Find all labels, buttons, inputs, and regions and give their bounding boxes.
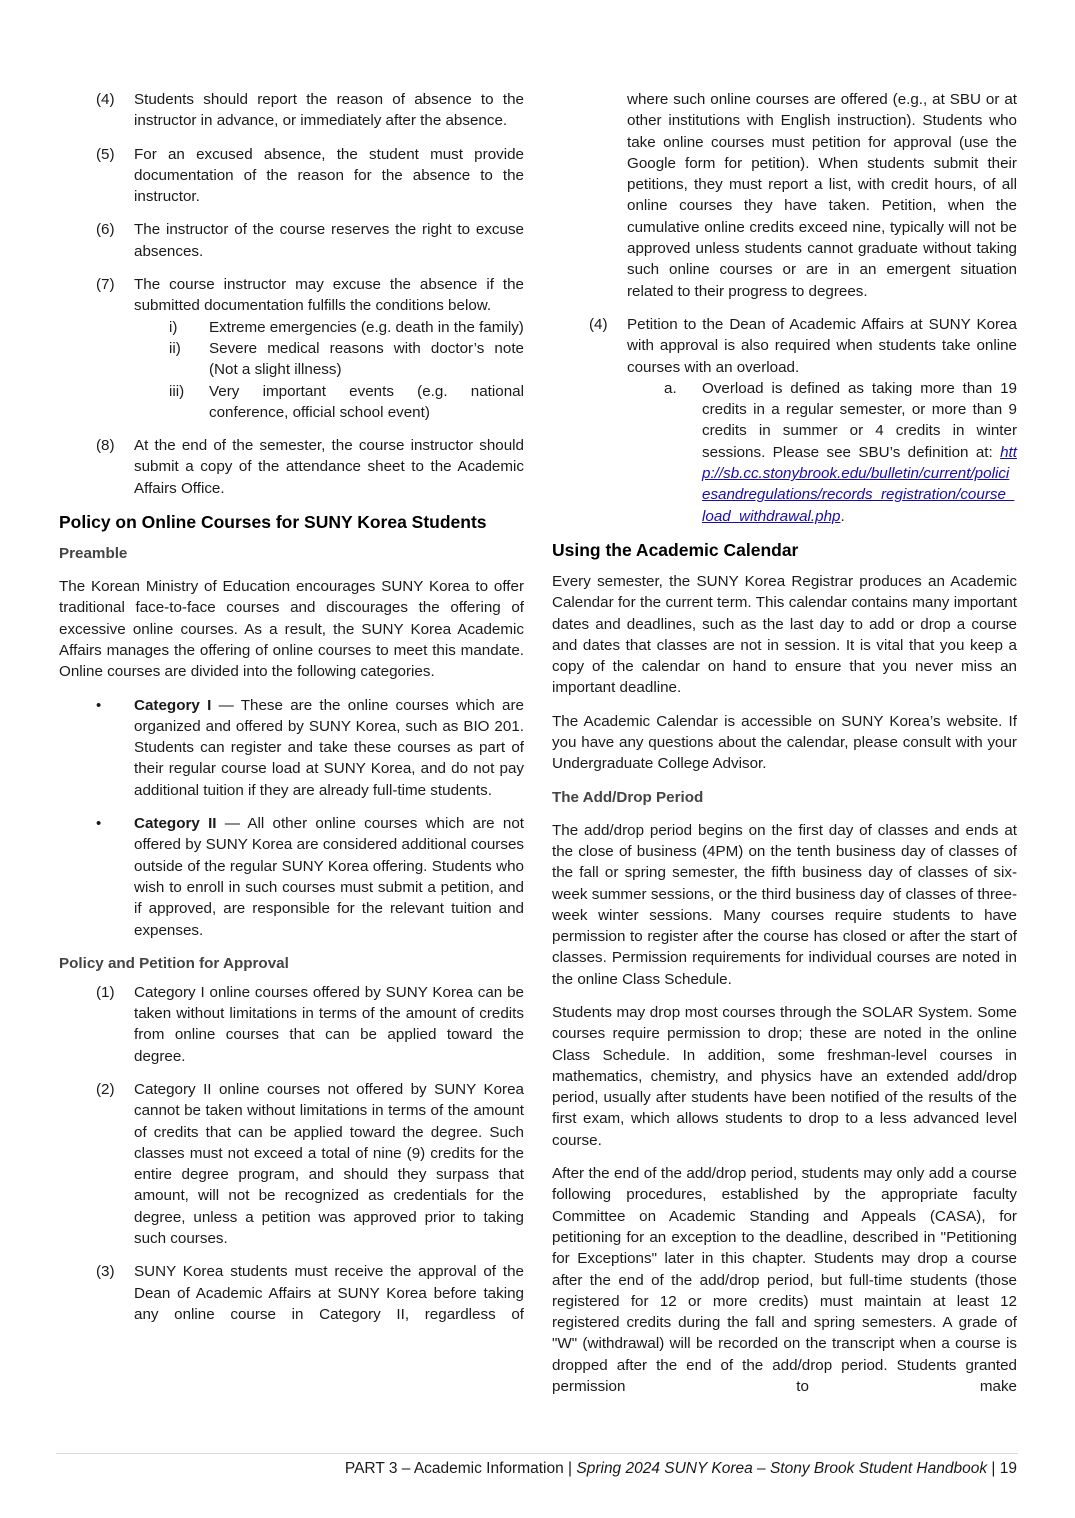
item-text: At the end of the semester, the course instructor should submit a copy of the attendance sheet to the Academic Affairs Office. [134,437,524,497]
item-text: The instructor of the course reserves the right to excuse absences. [134,221,524,260]
category-text [134,813,524,941]
condition-item [59,338,524,381]
item-text: Category II online courses not offered by SUNY Korea cannot be taken without limitations in terms of the amount of credits that can be applied toward the degree. Such classes must not exceed a total of nine (9) credits for the entire degree program, and should they surpass that amount, will not be recognized as credentials for the degree, unless a petition was approved prior to taking such courses. [134,1080,524,1248]
item-number: (3) [96,1263,115,1281]
petition-item-1 [59,982,524,1067]
attendance-item-4 [59,89,524,132]
footer-part: PART 3 – Academic Information [344,1460,564,1477]
item-text: Students should report the reason of absence to the instructor in advance, or immediately after the absence. [134,91,524,130]
item-letter: a. [664,379,677,397]
condition-text: Severe medical reasons with doctor’s note (Not a slight illness) [209,339,524,379]
condition-text: Very important events (e.g. national conference, official school event) [209,382,524,421]
adddrop-paragraph-2: Students may drop most courses through the SOLAR System. Some courses require permission to drop; these are noted in the online Class Schedule. In addition, some freshman-level courses in mathematics, chemistry, and physics have an extended add/drop period, usually after students have been notified of the results of the first exam, which allows students to drop to a less advanced level course. [552,1003,1017,1149]
item-text: For an excused absence, the student must provide documentation of the reason for the absence to the instructor. [134,145,524,206]
calendar-paragraph-2: The Academic Calendar is accessible on SUNY Korea’s website. If you have any questions about the calendar, please consult with your Undergraduate College Advisor. [552,712,1017,773]
bullet-icon: • [96,696,102,714]
petition-item-3 [59,1261,524,1325]
category-label: Category I [134,696,212,714]
condition-text: Extreme emergencies (e.g. death in the family) [209,318,524,336]
category-text [134,695,524,801]
item-number: (8) [96,437,115,455]
category-label: Category II [134,815,217,833]
item-text: Petition to the Dean of Academic Affairs at SUNY Korea with approval is also required when students take online courses with an overload. [627,315,1017,376]
item-number: (6) [96,221,115,239]
attendance-item-6 [59,219,524,262]
petition-heading: Policy and Petition for Approval [59,954,289,972]
right-column [552,89,1017,1409]
category-description: — All other online courses which are not offered by SUNY Korea are considered additional courses outside of the regular SUNY Korea offering. Students who wish to enroll in such courses must submit a petition, and if approved, are responsible for the relevant tuition and expenses. [134,815,524,939]
condition-number: ii) [169,339,181,357]
overload-description: Overload is defined as taking more than 19 credits in a regular semester, or more than 9 credits in summer or 4 credits in winter sessions. Please see SBU’s definition at: [702,379,1017,461]
petition-item-4 [552,314,1017,378]
preamble-paragraph: The Korean Ministry of Education encourages SUNY Korea to offer traditional face-to-face courses and discourages the offering of excessive online courses. As a result, the SUNY Korea Academic Affairs manages the offering of online courses to meet this mandate. Online courses are divided into the following categories. [59,578,524,681]
attendance-item-5 [59,144,524,208]
footer-divider [56,1453,1018,1454]
online-policy-heading: Policy on Online Courses for SUNY Korea Students [59,512,487,533]
condition-number: iii) [169,382,185,400]
overload-text [702,378,1017,527]
footer-separator: | [563,1460,577,1477]
calendar-heading: Using the Academic Calendar [552,539,799,560]
category-2-item [59,813,524,941]
adddrop-paragraph-3: After the end of the add/drop period, students may only add a course following procedures, established by the appropriate faculty Committee on Academic Standing and Appeals (CASA), for petitioning for an exception to the deadline, described in "Petitioning for Exceptions" later in this chapter. Students may drop a course after the end of the add/drop period, but full-time students (those registered for 12 or more credits) must maintain at least 12 registered credits during the fall and spring semesters. A grade of "W" (withdrawal) will be recorded on the transcript when a course is dropped after the end of the add/drop period. Students granted permission to make [552,1165,1017,1396]
condition-item [59,381,524,424]
page-footer [345,1460,1017,1478]
calendar-paragraph-1: Every semester, the SUNY Korea Registrar produces an Academic Calendar for the current term. This calendar contains many important dates and deadlines, such as the last day to add or drop a course and dates that classes are not in session. It is vital that you keep a copy of the calendar on hand to ensure that you never miss an important deadline. [552,572,1017,697]
item-text: The course instructor may excuse the absence if the submitted documentation fulfills the conditions below. [134,276,524,315]
item-number: (2) [96,1080,115,1098]
left-column [59,89,524,1337]
attendance-item-8 [59,435,524,499]
category-1-item [59,695,524,801]
bullet-icon: • [96,815,102,833]
petition-item-3-continuation: where such online courses are offered (e.g., at SBU or at other institutions with English instruction). Students who take online courses must petition for approval (use the Google form for petition). When students submit their petitions, they must report a list, with credit hours, of all online courses they have taken. Petition, when the cumulative online credits exceed nine, typically will not be approved unless students cannot graduate without taking such online courses or are in an emergent situation related to their progress to degrees. [627,91,1017,300]
preamble-heading: Preamble [59,545,128,563]
condition-item [59,317,524,338]
sbu-course-load-link[interactable]: http://sb.cc.stonybrook.edu/bulletin/current/policiesandregulations/records_registration/course_load_withdrawal.php [702,443,1017,525]
adddrop-heading: The Add/Drop Period [552,788,704,806]
link-period: . [840,507,845,525]
footer-separator: | [987,1460,1000,1477]
item-number: (1) [96,983,115,1001]
item-number: (5) [96,145,115,163]
attendance-item-7 [59,274,524,317]
item-text: SUNY Korea students must receive the approval of the Dean of Academic Affairs at SUNY Korea before taking any online course in Category II, regardless of [134,1263,524,1323]
category-description: — These are the online courses which are organized and offered by SUNY Korea, such as BIO 201. Students can register and take these courses as part of their regular course load at SUNY Korea, and do not pay additional tuition if they are already full-time students. [134,696,524,799]
item-number: (4) [96,91,115,108]
overload-definition-item [552,378,1017,527]
footer-handbook-title: Spring 2024 SUNY Korea – Stony Brook Student Handbook [576,1460,988,1477]
item-number: (7) [96,276,115,294]
adddrop-paragraph-1: The add/drop period begins on the first day of classes and ends at the close of business (4PM) on the tenth business day of classes of the fall or spring semester, the fifth business day of classes of six-week summer sessions, or the third business day of classes of three-week winter sessions. Many courses require students to have permission to register after the course has closed or after the start of classes. Permission requirements for individual courses are noted in the online Class Schedule. [552,821,1017,988]
petition-item-2 [59,1079,524,1249]
conditions-list [59,317,524,423]
condition-number: i) [169,318,178,336]
item-number: (4) [589,315,608,333]
page-number: 19 [999,1460,1017,1477]
item-text: Category I online courses offered by SUNY Korea can be taken without limitations in terms of the amount of credits from online courses that can be applied toward the degree. [134,983,524,1065]
